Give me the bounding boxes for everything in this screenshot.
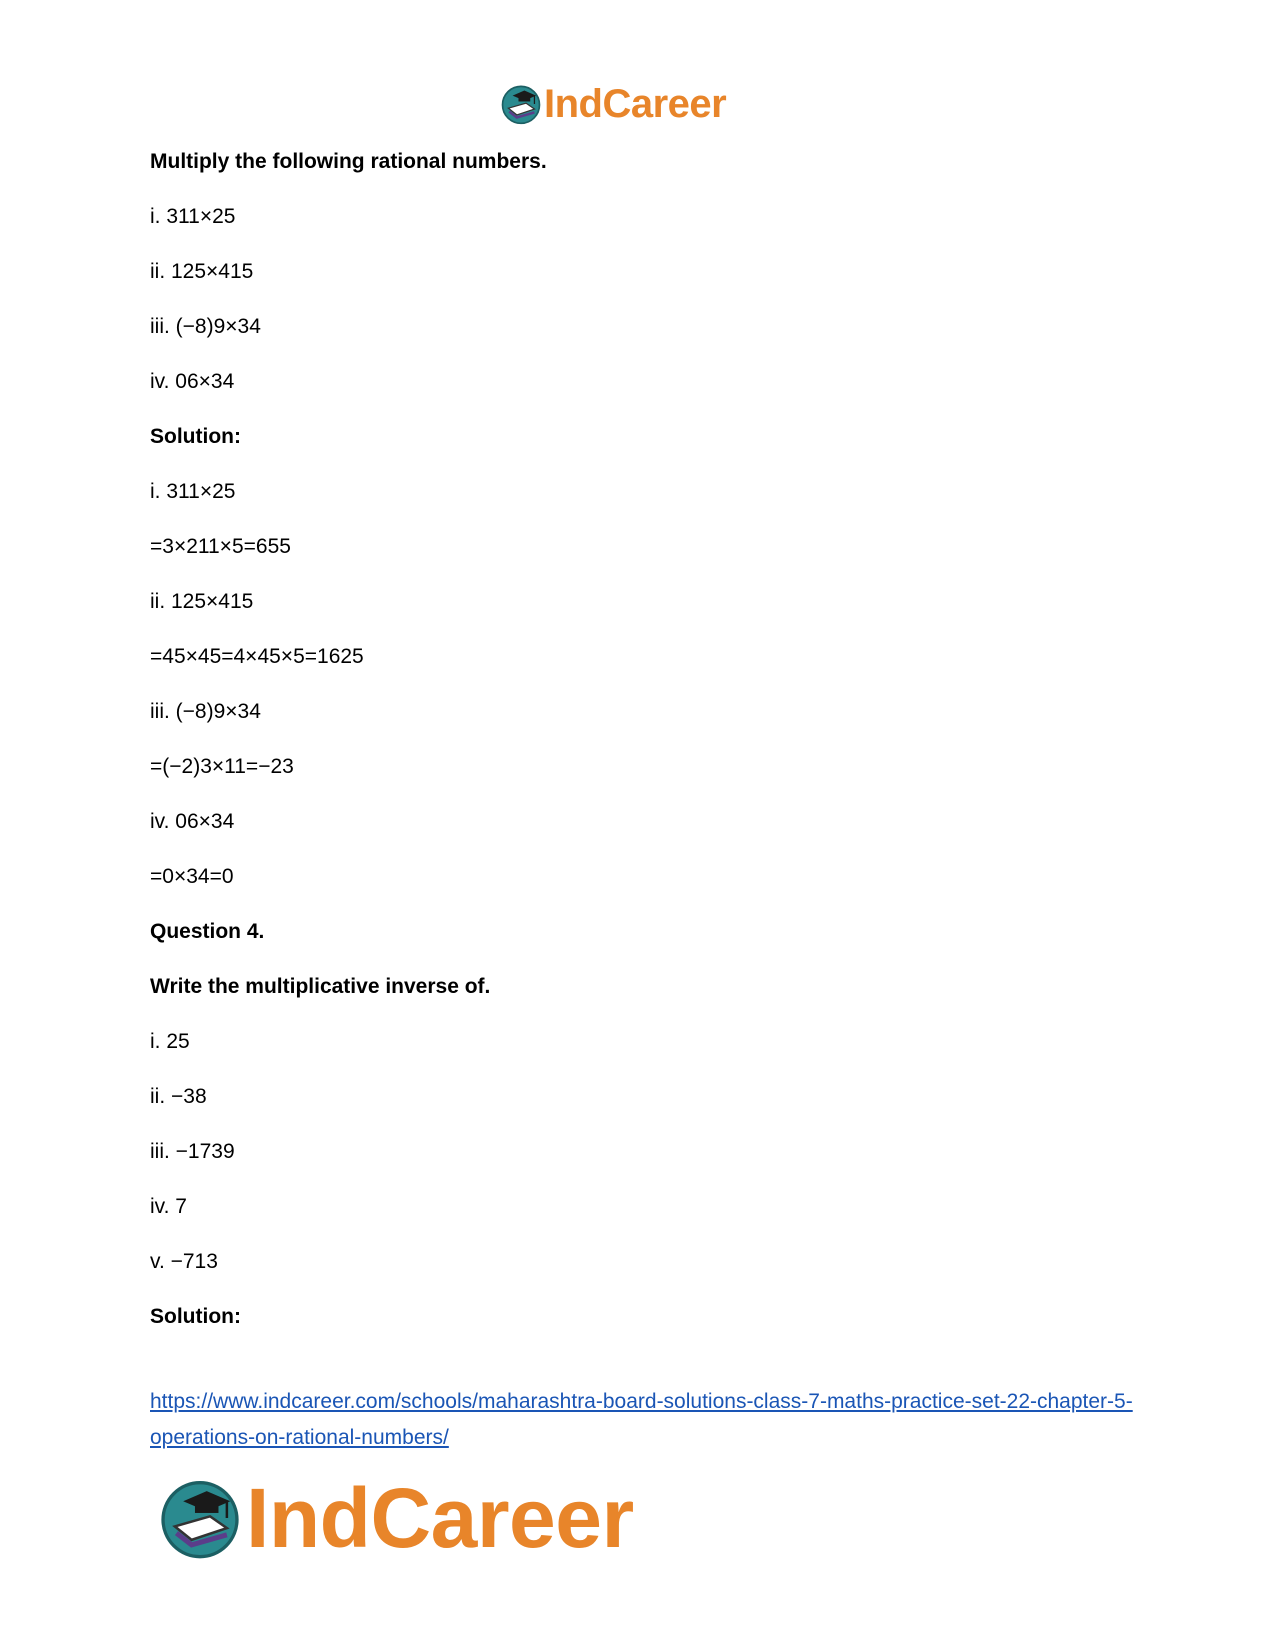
text-line: =3×211×5=655 [150,535,291,558]
book-graduation-cap-globe-icon [158,1476,242,1560]
text-line: ii. −38 [150,1085,207,1108]
text-line: i. 311×25 [150,205,236,228]
text-line: i. 25 [150,1030,190,1053]
heading-line: Write the multiplicative inverse of. [150,975,491,998]
text-line: =45×45=4×45×5=1625 [150,645,364,668]
heading-line: Solution: [150,1305,241,1328]
text-line: =(−2)3×11=−23 [150,755,294,778]
text-line: =0×34=0 [150,865,234,888]
source-link[interactable]: https://www.indcareer.com/schools/maharashtra-board-solutions-class-7-maths-practice-set-22-chapter-5-operations-on-rational-numbers/ [150,1390,1133,1449]
heading-line: Question 4. [150,920,265,943]
brand-name: IndCareer [544,81,727,126]
text-line: iv. 06×34 [150,810,235,833]
brand-name: IndCareer [246,1470,634,1565]
text-line: v. −713 [150,1250,218,1273]
heading-line: Solution: [150,425,241,448]
text-line: ii. 125×415 [150,590,254,613]
text-line: i. 311×25 [150,480,236,503]
brand-logo-bottom [158,1468,634,1568]
text-line: iii. −1739 [150,1140,235,1163]
heading-line: Multiply the following rational numbers. [150,150,547,173]
book-graduation-cap-globe-icon [500,83,542,125]
text-line: ii. 125×415 [150,260,254,283]
text-line: iv. 7 [150,1195,187,1218]
text-line: iii. (−8)9×34 [150,315,261,338]
text-line: iii. (−8)9×34 [150,700,261,723]
brand-logo-top [500,80,726,128]
text-line: iv. 06×34 [150,370,235,393]
